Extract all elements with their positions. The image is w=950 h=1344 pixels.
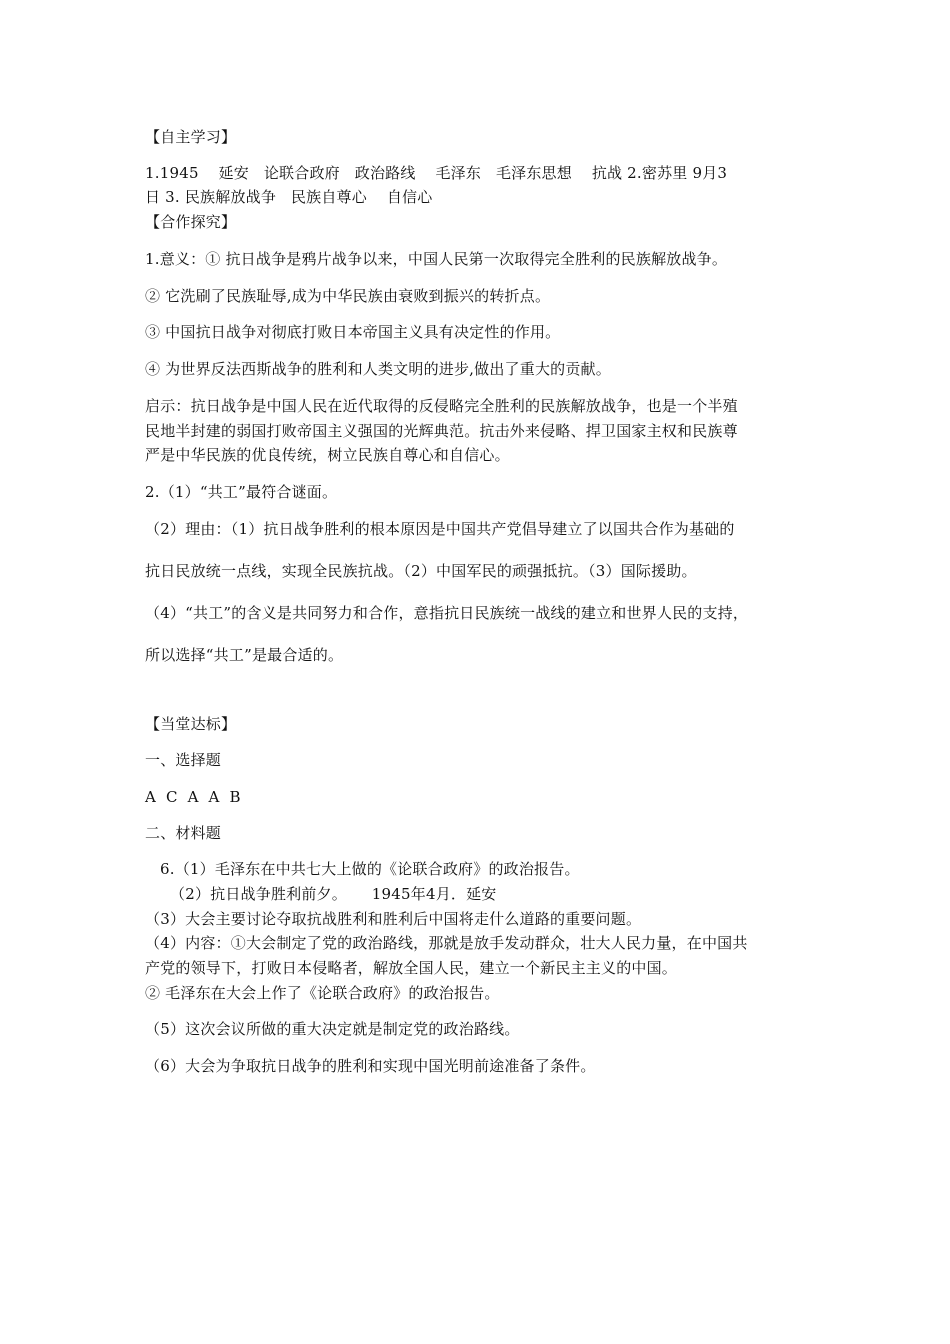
- question-2-line-5: 所以选择“共工”是最合适的。: [145, 646, 344, 664]
- insight-line-3: 严是中华民族的优良传统，树立民族自尊心和自信心。: [145, 446, 510, 464]
- in-class-heading: 【当堂达标】: [145, 715, 237, 733]
- self-study-answers-line-2: 日 3. 民族解放战争 民族自尊心 自信心: [145, 188, 433, 206]
- insight-line-1: 启示：抗日战争是中国人民在近代取得的反侵略完全胜利的民族解放战争，也是一个半殖: [145, 397, 738, 415]
- item-6-line-4: （4）内容：①大会制定了党的政治路线，那就是放手发动群众，壮大人民力量，在中国共: [145, 934, 748, 952]
- item-6-line-5: 产党的领导下，打败日本侵略者，解放全国人民，建立一个新民主主义的中国。: [145, 959, 678, 977]
- question-2-line-2: （2）理由：（1）抗日战争胜利的根本原因是中国共产党倡导建立了以国共合作为基础的: [145, 520, 735, 538]
- insight-line-2: 民地半封建的弱国打败帝国主义强国的光辉典范。抗击外来侵略、捍卫国家主权和民族尊: [145, 422, 738, 440]
- question-2-line-3: 抗日民放统一点线，实现全民族抗战。（2）中国军民的顽强抵抗。（3）国际援助。: [145, 562, 697, 580]
- question-2-line-4: （4）“共工”的含义是共同努力和合作，意指抗日民族统一战线的建立和世界人民的支持，: [145, 604, 749, 622]
- question-2-line-1: 2.（1）“共工”最符合谜面。: [145, 483, 338, 501]
- self-study-heading: 【自主学习】: [145, 128, 237, 146]
- item-6-line-3: （3）大会主要讨论夺取抗战胜利和胜利后中国将走什么道路的重要问题。: [145, 910, 642, 928]
- item-6-line-6: ② 毛泽东在大会上作了《论联合政府》的政治报告。: [145, 984, 500, 1002]
- significance-point-4: ④ 为世界反法西斯战争的胜利和人类文明的进步,做出了重大的贡献。: [145, 360, 611, 378]
- item-6-line-2: （2）抗日战争胜利前夕。 1945年4月．延安: [170, 885, 497, 903]
- item-6-line-1: 6.（1）毛泽东在中共七大上做的《论联合政府》的政治报告。: [160, 860, 580, 878]
- material-question-title: 二、材料题: [145, 824, 222, 842]
- self-study-answers-line-1: 1.1945 延安 论联合政府 政治路线 毛泽东 毛泽东思想 抗战 2.密苏里 9月3: [145, 164, 728, 182]
- item-6-line-7: （5）这次会议所做的重大决定就是制定党的政治路线。: [145, 1020, 520, 1038]
- cooperative-heading: 【合作探究】: [145, 213, 237, 231]
- multiple-choice-title: 一、选择题: [145, 751, 222, 769]
- significance-point-3: ③ 中国抗日战争对彻底打败日本帝国主义具有决定性的作用。: [145, 323, 561, 341]
- item-6-line-8: （6）大会为争取抗日战争的胜利和实现中国光明前途准备了条件。: [145, 1057, 596, 1075]
- significance-point-1: 1.意义：① 抗日战争是鸦片战争以来，中国人民第一次取得完全胜利的民族解放战争。: [145, 250, 728, 268]
- multiple-choice-answers: A C A A B: [145, 788, 241, 806]
- significance-point-2: ② 它洗刷了民族耻辱,成为中华民族由衰败到振兴的转折点。: [145, 287, 551, 305]
